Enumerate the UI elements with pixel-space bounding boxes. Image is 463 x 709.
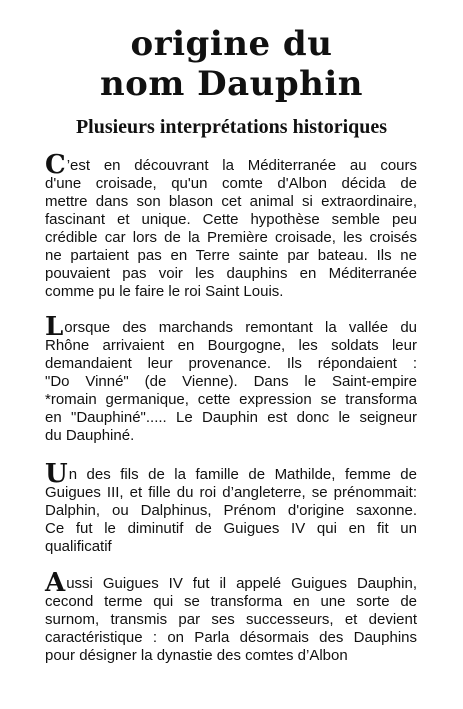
paragraph-2 [45,312,417,445]
line-text: n des fils de la famille de Mathilde, femme de [68,466,417,483]
paragraph-line [45,568,417,598]
paragraph-line [45,150,417,180]
line-text: orsque des marchands remontant la vallée du [64,319,417,336]
paragraph-line: fascinant et unique. Cette hypothèse semble peu [45,211,417,228]
paragraph-line: "Do Vinné" (de Vienne). Dans le Saint-empire [45,373,417,390]
paragraph-line [45,312,417,342]
page-title [0,24,463,104]
title-line-1: origine du [130,24,333,64]
drop-cap: A [45,568,66,598]
paragraph-line: pouvaient pas voir les dauphins en Méditerranée [45,265,417,282]
paragraph-line: Dalphin, ou Dalphinus, Prénom d'origine saxonne. [45,502,417,519]
drop-cap: L [45,312,64,342]
line-text: ’est en découvrant la Méditerranée au cours [66,157,417,174]
paragraph-line: surnom, transmis par ses successeurs, et devient [45,611,417,628]
line-text: ussi Guigues IV fut il appelé Guigues Dauphin, [66,575,417,592]
drop-cap: U [45,459,68,489]
paragraph-line: Ce fut le diminutif de Guigues IV qui en fit un [45,520,417,537]
paragraph-1 [45,150,417,301]
paragraph-line: du Dauphiné. [45,427,135,444]
paragraph-4 [45,568,417,665]
paragraph-line: cecond terme qui se transforma en une sorte de [45,593,417,610]
paragraph-line: mettre dans son blason cet animal si extraordinaire, [45,193,417,210]
paragraph-line: qualificatif [45,538,112,555]
paragraph-line: ne partaient pas en Terre sainte par bateau. Ils ne [45,247,417,264]
paragraph-line: en "Dauphiné"..... Le Dauphin est donc le seigneur [45,409,417,426]
page-subtitle: Plusieurs interprétations historiques [75,116,388,138]
title-line-2: nom Dauphin [99,64,364,104]
drop-cap: C [45,150,66,180]
paragraph-line: demandaient leur provenance. Ils répondaient : [45,355,417,372]
paragraph-line: Rhône arrivaient en Bourgogne, les soldats leur [45,337,417,354]
paragraph-line: crédible car lors de la Première croisade, les croisés [45,229,417,246]
paragraph-line: *romain germanique, cette expression se transforma [45,391,417,408]
paragraph-3 [45,459,417,556]
paragraph-line: comme pu le faire le roi Saint Louis. [45,283,284,300]
paragraph-line: d'une croisade, qu'un comte d'Albon décida de [45,175,417,192]
paragraph-line: caractéristique : on Parla désormais des Dauphins [45,629,417,646]
paragraph-line: Guigues III, et fille du roi d’angleterre, se prénommait: [45,484,417,501]
paragraph-line [45,459,417,489]
paragraph-line: pour désigner la dynastie des comtes d’Albon [45,647,348,664]
